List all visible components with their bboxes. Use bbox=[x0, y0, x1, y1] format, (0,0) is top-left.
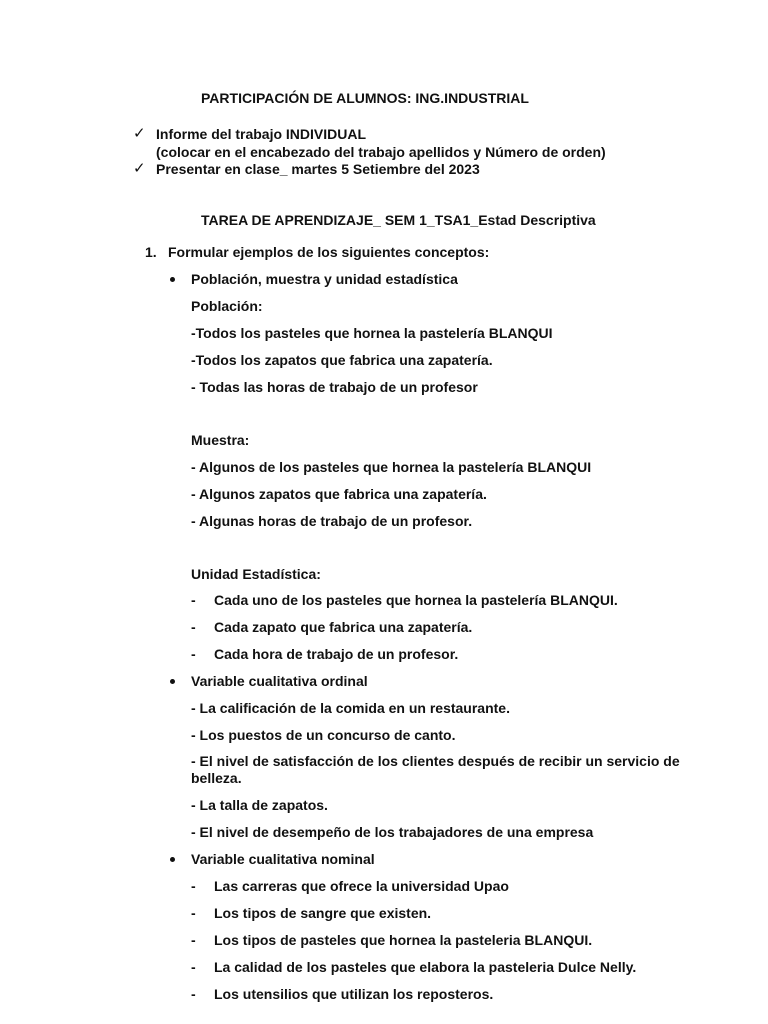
dash-marker: - bbox=[191, 592, 196, 608]
list-item: -Todos los pasteles que hornea la pastelería BLANQUI bbox=[191, 325, 553, 341]
list-item: - El nivel de desempeño de los trabajadores de una empresa bbox=[191, 824, 594, 840]
list-item: -Todos los zapatos que fabrica una zapatería. bbox=[191, 352, 493, 368]
dash-marker: - bbox=[191, 959, 196, 975]
list-item: - La talla de zapatos. bbox=[191, 797, 328, 813]
dash-marker: - bbox=[191, 878, 196, 894]
list-item: Los tipos de sangre que existen. bbox=[214, 905, 432, 921]
list-item: La calidad de los pasteles que elabora la pasteleria Dulce Nelly. bbox=[214, 959, 637, 975]
list-item: Cada hora de trabajo de un profesor. bbox=[214, 646, 459, 662]
dash-marker: - bbox=[191, 905, 196, 921]
list-item: - La calificación de la comida en un restaurante. bbox=[191, 700, 510, 716]
list-item: - Algunos zapatos que fabrica una zapatería. bbox=[191, 486, 487, 502]
question-number: 1. bbox=[145, 244, 157, 260]
document-title: PARTICIPACIÓN DE ALUMNOS: ING.INDUSTRIAL bbox=[201, 90, 529, 106]
bullet-icon bbox=[170, 857, 175, 862]
bullet-label: Variable cualitativa ordinal bbox=[191, 673, 368, 689]
section-heading: Muestra: bbox=[191, 432, 250, 448]
check-item-line: (colocar en el encabezado del trabajo apellidos y Número de orden) bbox=[156, 144, 606, 160]
checkmark-icon: ✓ bbox=[133, 124, 146, 142]
task-title: TAREA DE APRENDIZAJE_ SEM 1_TSA1_Estad Descriptiva bbox=[201, 212, 596, 228]
dash-marker: - bbox=[191, 932, 196, 948]
checkmark-icon: ✓ bbox=[133, 159, 146, 177]
list-item: Los tipos de pasteles que hornea la pasteleria BLANQUI. bbox=[214, 932, 593, 948]
list-item: Los utensilios que utilizan los reposteros. bbox=[214, 986, 494, 1002]
list-item: Cada zapato que fabrica una zapatería. bbox=[214, 619, 473, 635]
list-item: Las carreras que ofrece la universidad Upao bbox=[214, 878, 509, 894]
bullet-label: Población, muestra y unidad estadística bbox=[191, 271, 458, 287]
bullet-icon bbox=[170, 277, 175, 282]
list-item: - Los puestos de un concurso de canto. bbox=[191, 727, 456, 743]
list-item: - El nivel de satisfacción de los clientes después de recibir un servicio de bbox=[191, 753, 680, 769]
dash-marker: - bbox=[191, 619, 196, 635]
list-item: Cada uno de los pasteles que hornea la pastelería BLANQUI. bbox=[214, 592, 618, 608]
dash-marker: - bbox=[191, 986, 196, 1002]
list-item: belleza. bbox=[191, 770, 242, 786]
bullet-icon bbox=[170, 679, 175, 684]
dash-marker: - bbox=[191, 646, 196, 662]
list-item: - Algunos de los pasteles que hornea la pastelería BLANQUI bbox=[191, 459, 592, 475]
section-heading: Población: bbox=[191, 298, 263, 314]
list-item: - Todas las horas de trabajo de un profesor bbox=[191, 379, 478, 395]
bullet-label: Variable cualitativa nominal bbox=[191, 851, 375, 867]
section-heading: Unidad Estadística: bbox=[191, 566, 321, 582]
question-text: Formular ejemplos de los siguientes conceptos: bbox=[168, 244, 490, 260]
list-item: - Algunas horas de trabajo de un profesor. bbox=[191, 513, 473, 529]
check-item-line: Informe del trabajo INDIVIDUAL bbox=[156, 126, 367, 142]
check-item-line: Presentar en clase_ martes 5 Setiembre del 2023 bbox=[156, 161, 480, 177]
